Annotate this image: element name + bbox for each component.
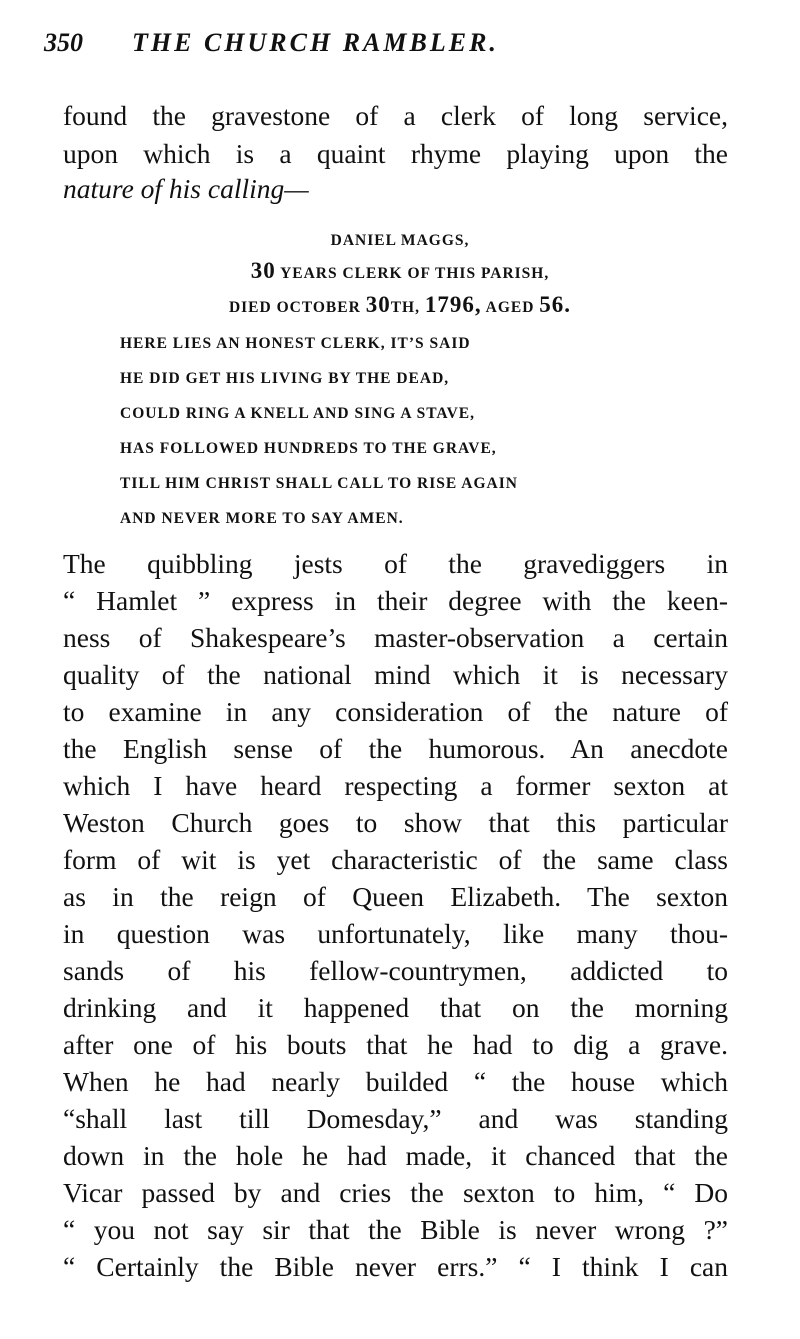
epitaph-died-year: 1796, bbox=[424, 292, 482, 317]
text-line: “shall last till Domesday,” and was standing bbox=[63, 1103, 728, 1134]
epitaph-name: DANIEL MAGGS, bbox=[330, 232, 470, 249]
text-line: upon which is a quaint rhyme playing upon the bbox=[63, 138, 728, 169]
text-line: in question was unfortunately, like many thou- bbox=[63, 918, 728, 949]
text-line: the English sense of the humorous. An anecdote bbox=[63, 733, 728, 764]
text-line: drinking and it happened that on the morning bbox=[63, 992, 728, 1023]
text-line: “ Certainly the Bible never errs.” “ I think I can bbox=[63, 1251, 728, 1282]
text-line: sands of his fellow-countrymen, addicted to bbox=[63, 955, 728, 986]
text-line: When he had nearly builded “ the house which bbox=[63, 1066, 728, 1097]
text-line: found the gravestone of a clerk of long service, bbox=[63, 100, 728, 131]
text-line bbox=[63, 172, 728, 205]
text-line: as in the reign of Queen Elizabeth. The sexton bbox=[63, 881, 728, 912]
epitaph-years-text: YEARS CLERK OF THIS PARISH, bbox=[280, 265, 550, 282]
text-line: quality of the national mind which it is necessary bbox=[63, 659, 728, 690]
epitaph-died-day-suffix: TH, bbox=[390, 299, 420, 316]
epitaph-aged-number: 56. bbox=[539, 292, 572, 317]
text-line: which I have heard respecting a former sexton at bbox=[63, 770, 728, 801]
text-line: down in the hole he had made, it chanced that the bbox=[63, 1140, 728, 1171]
text-line: ness of Shakespeare’s master-observation a certain bbox=[63, 622, 728, 653]
epitaph-verse-line: HAS FOLLOWED HUNDREDS TO THE GRAVE, bbox=[120, 440, 497, 457]
text-line: “ Hamlet ” express in their degree with the keen- bbox=[63, 585, 728, 616]
text-line: Vicar passed by and cries the sexton to him, “ Do bbox=[63, 1177, 728, 1208]
epitaph-verse-line: TILL HIM CHRIST SHALL CALL TO RISE AGAIN bbox=[120, 475, 518, 492]
epitaph-years-number: 30 bbox=[250, 258, 276, 283]
text-line: form of wit is yet characteristic of the same class bbox=[63, 844, 728, 875]
text-line: to examine in any consideration of the nature of bbox=[63, 696, 728, 727]
epitaph-verse-line: HE DID GET HIS LIVING BY THE DEAD, bbox=[120, 370, 450, 387]
running-head bbox=[44, 28, 744, 68]
text-line: after one of his bouts that he had to dig a grave. bbox=[63, 1029, 728, 1060]
epitaph-verse-line: COULD RING A KNELL AND SING A STAVE, bbox=[120, 405, 475, 422]
epitaph-verse-line: AND NEVER MORE TO SAY AMEN. bbox=[120, 510, 404, 527]
epitaph-died-line bbox=[0, 292, 800, 318]
epitaph-years-line bbox=[0, 258, 800, 284]
running-title: THE CHURCH RAMBLER. bbox=[132, 28, 499, 57]
text-line: Weston Church goes to show that this particular bbox=[63, 807, 728, 838]
text-line: “ you not say sir that the Bible is never wrong ?” bbox=[63, 1214, 728, 1245]
epitaph-died-day: 30 bbox=[365, 292, 391, 317]
epitaph-verse-line: HERE LIES AN HONEST CLERK, IT’S SAID bbox=[120, 335, 471, 352]
epitaph-aged-text: AGED bbox=[485, 299, 535, 316]
epitaph-died-prefix: DIED OCTOBER bbox=[228, 299, 361, 316]
text-line: The quibbling jests of the gravediggers in bbox=[63, 548, 728, 579]
italic-phrase: nature of his calling— bbox=[63, 173, 309, 204]
page-number: 350 bbox=[44, 28, 83, 57]
